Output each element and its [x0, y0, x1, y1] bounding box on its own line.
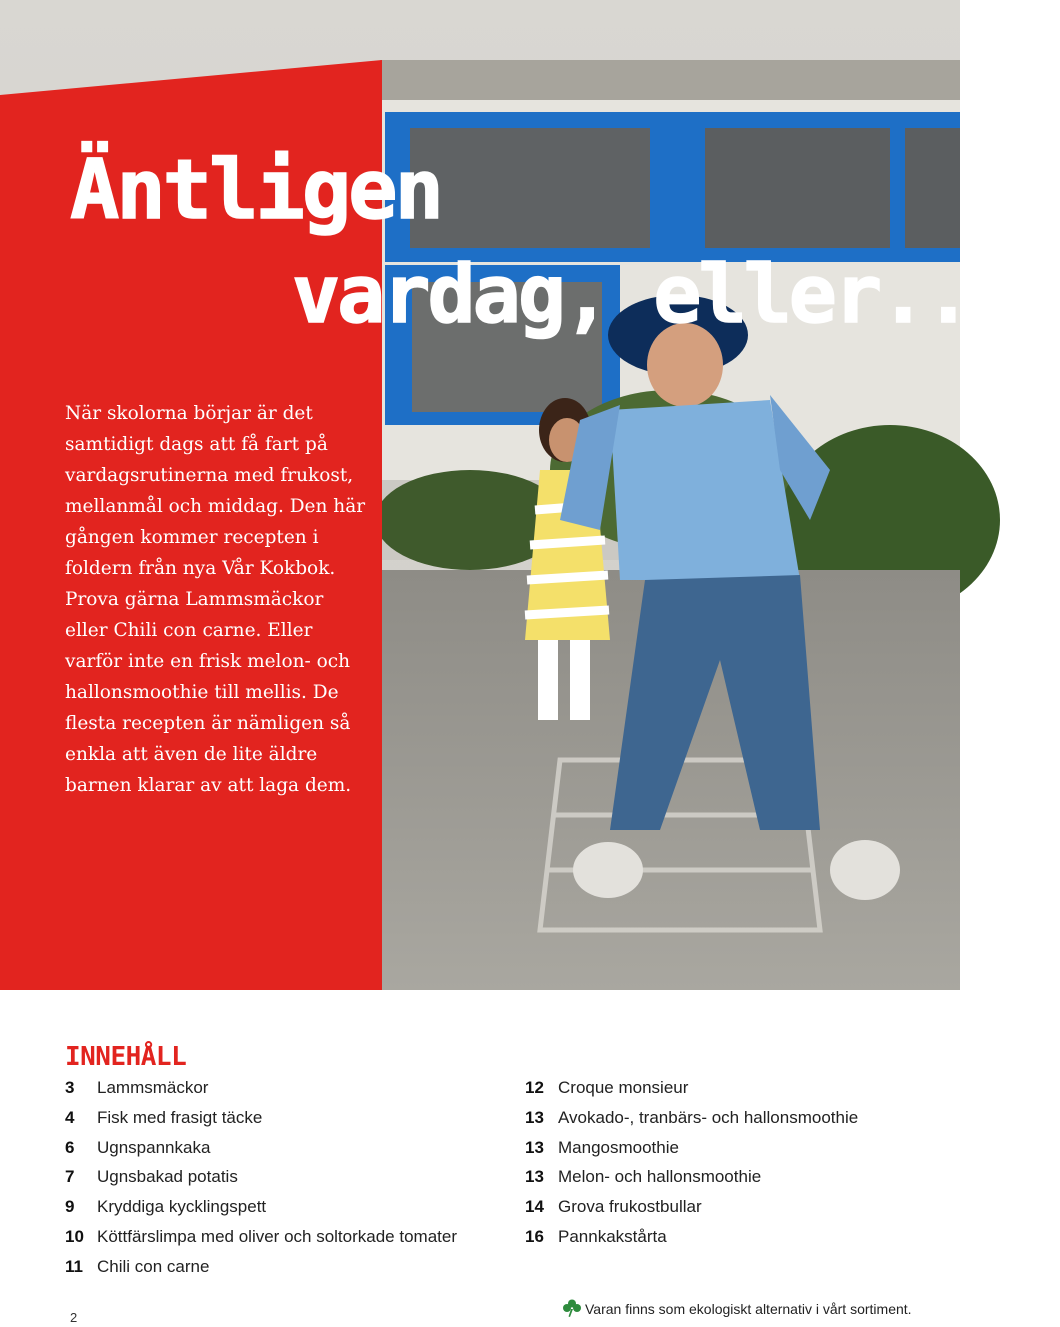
toc-title: Avokado-, tranbärs- och hallonsmoothie [558, 1107, 859, 1127]
page-number: 2 [70, 1310, 78, 1325]
toc-item[interactable] [65, 1162, 457, 1192]
toc-title: Köttfärslimpa med oliver och soltorkade tomater [97, 1226, 457, 1246]
toc-title: Mangosmoothie [558, 1137, 679, 1157]
toc-item[interactable] [65, 1252, 457, 1282]
toc-title: Croque monsieur [558, 1078, 689, 1097]
toc-page-number: 3 [65, 1078, 75, 1097]
toc-title: Ugnspannkaka [97, 1137, 211, 1157]
toc-page-number: 13 [525, 1167, 544, 1187]
toc-item[interactable] [525, 1103, 858, 1133]
toc-title: Pannkakstårta [558, 1226, 667, 1246]
toc-item[interactable] [65, 1133, 457, 1163]
toc-page-number: 6 [65, 1137, 75, 1157]
toc-page-number: 12 [525, 1078, 544, 1097]
clover-icon [562, 1298, 582, 1318]
toc-page-number: 9 [65, 1197, 75, 1217]
toc-heading: INNEHÅLL [65, 1042, 187, 1072]
toc-page-number: 16 [525, 1226, 544, 1246]
toc-page-number: 14 [525, 1197, 544, 1217]
toc-item[interactable] [65, 1192, 457, 1222]
toc-item[interactable] [525, 1222, 858, 1252]
toc-item[interactable] [65, 1073, 457, 1103]
toc-title: Melon- och hallonsmoothie [558, 1167, 762, 1187]
toc-title: Fisk med frasigt täcke [97, 1107, 263, 1127]
toc-page-number: 11 [65, 1256, 83, 1276]
toc-item[interactable] [525, 1133, 858, 1163]
toc-title: Chili con carne [97, 1256, 210, 1276]
headline-line-1: Äntligen [70, 143, 441, 238]
headline-line-2: vardag, eller...? [292, 248, 1060, 341]
toc-item[interactable] [525, 1162, 858, 1192]
intro-text: När skolorna börjar är det samtidigt dags att få fart på vardagsrutinerna med frukost, mellanmål och middag. Den här gången kommer recepten i foldern från nya Vår Kokbok. Prova gärna Lammsmäckor eller Chili con carne. Eller varför inte en frisk melon- och hallonsmoothie till mellis. De flesta recepten är nämligen så enkla att även de lite äldre barnen klarar av att laga dem. [65, 403, 366, 796]
toc-item[interactable] [525, 1073, 858, 1103]
toc-title: Kryddiga kycklingspett [97, 1197, 267, 1217]
toc-title: Lammsmäckor [97, 1078, 209, 1097]
toc-page-number: 4 [65, 1107, 75, 1127]
toc-title: Ugnsbakad potatis [97, 1167, 238, 1187]
toc-item[interactable] [525, 1192, 858, 1222]
toc-page-number: 13 [525, 1137, 544, 1157]
toc-item[interactable] [65, 1103, 457, 1133]
toc-page-number: 10 [65, 1226, 84, 1246]
toc-list-left [65, 1073, 457, 1282]
toc-item[interactable] [65, 1222, 457, 1252]
eco-note-text: Varan finns som ekologiskt alternativ i vårt sortiment. [585, 1301, 912, 1317]
eco-note [562, 1298, 912, 1318]
toc-title: Grova frukostbullar [558, 1197, 702, 1217]
toc-list-right [525, 1073, 858, 1252]
toc-page-number: 13 [525, 1107, 544, 1127]
toc-page-number: 7 [65, 1167, 75, 1187]
